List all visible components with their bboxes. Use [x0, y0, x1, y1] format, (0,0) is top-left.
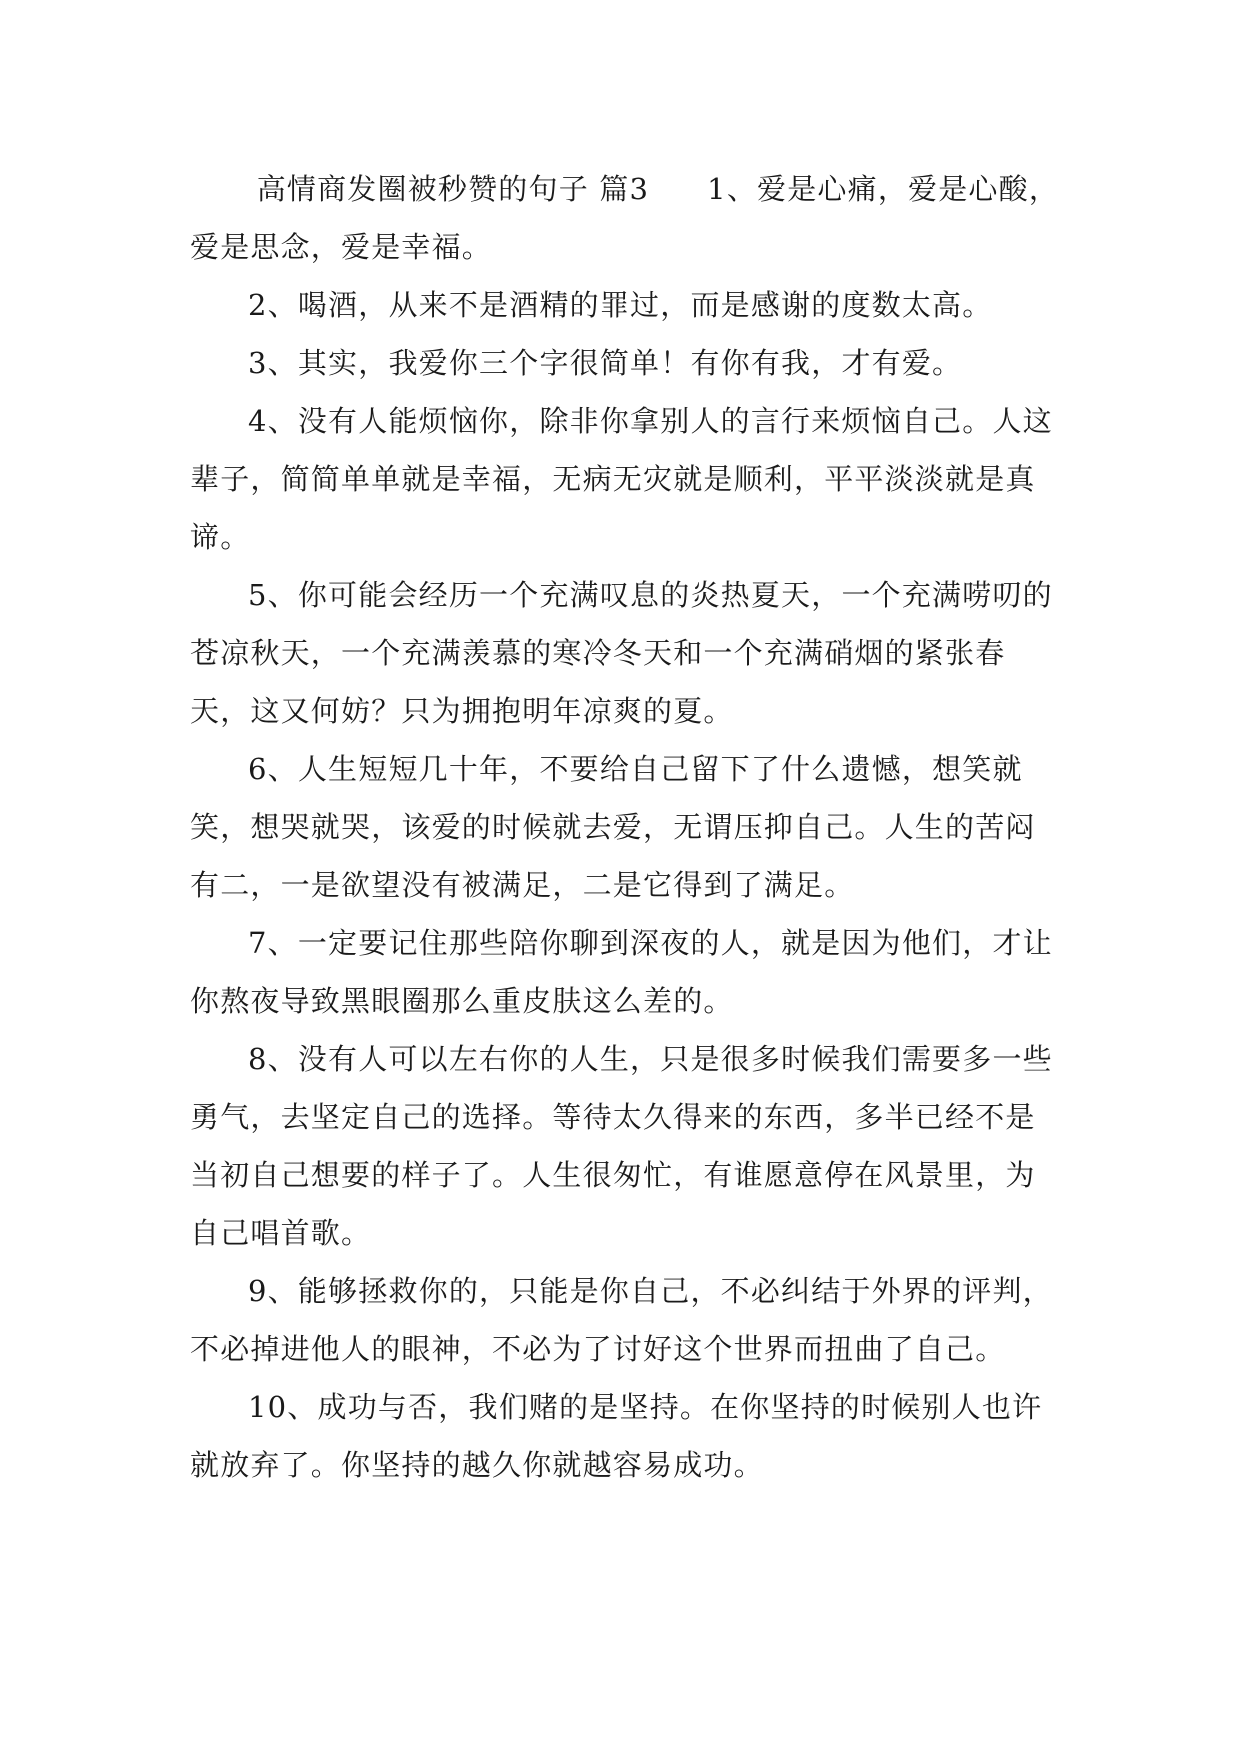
paragraph-8: 8、没有人可以左右你的人生，只是很多时候我们需要多一些勇气，去坚定自己的选择。等待太久得来的东西，多半已经不是当初自己想要的样子了。人生很匆忙，有谁愿意停在风景里，为自己唱首歌。 — [190, 1042, 1053, 1250]
paragraph-2: 2、喝酒，从来不是酒精的罪过，而是感谢的度数太高。 — [248, 288, 993, 322]
paragraph-9: 9、能够拯救你的，只能是你自己，不必纠结于外界的评判，不必掉进他人的眼神，不必为了讨好这个世界而扭曲了自己。 — [190, 1274, 1053, 1366]
paragraph-1 — [190, 160, 1060, 276]
document-heading: 高情商发圈被秒赞的句子 篇3 — [256, 172, 650, 206]
paragraph-7: 7、一定要记住那些陪你聊到深夜的人，就是因为他们，才让你熬夜导致黑眼圈那么重皮肤这么差的。 — [190, 926, 1053, 1018]
paragraph-3: 3、其实，我爱你三个字很简单！有你有我，才有爱。 — [248, 346, 963, 380]
paragraph-4: 4、没有人能烦恼你，除非你拿别人的言行来烦恼自己。人这辈子，简简单单就是幸福，无病无灾就是顺利，平平淡淡就是真谛。 — [190, 404, 1053, 554]
paragraph-6: 6、人生短短几十年，不要给自己留下了什么遗憾，想笑就笑，想哭就哭，该爱的时候就去爱，无谓压抑自己。人生的苦闷有二，一是欲望没有被满足，二是它得到了满足。 — [190, 752, 1036, 902]
document-body — [190, 160, 1060, 1494]
paragraph-text: 1、爱是心痛，爱是心酸，爱是思念，爱是幸福。 — [190, 172, 1060, 264]
paragraph-5: 5、你可能会经历一个充满叹息的炎热夏天，一个充满唠叨的苍凉秋天，一个充满羡慕的寒冷冬天和一个充满硝烟的紧张春天，这又何妨？只为拥抱明年凉爽的夏。 — [190, 578, 1053, 728]
paragraph-10: 10、成功与否，我们赌的是坚持。在你坚持的时候别人也许就放弃了。你坚持的越久你就越容易成功。 — [190, 1390, 1043, 1482]
